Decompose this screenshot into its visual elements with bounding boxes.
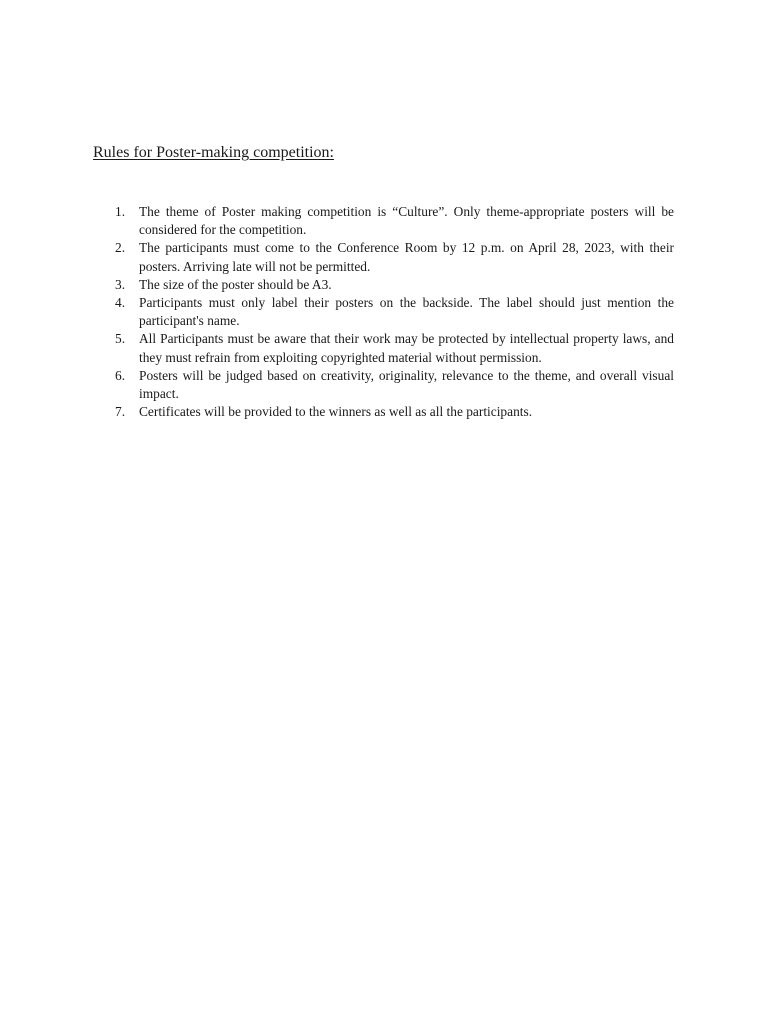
rules-list [93,203,674,421]
rule-item-3 [93,276,674,294]
rule-text: Participants must only label their posters on the backside. The label should just mention the participant's name. [139,295,674,329]
rule-number: 3. [115,276,126,292]
rule-number: 7. [115,404,126,420]
rule-item-6 [93,367,674,403]
rule-number: 5. [115,331,126,347]
rule-text: Certificates will be provided to the winners as well as all the participants. [139,404,533,420]
rule-number: 4. [115,295,126,311]
rule-item-5 [93,330,674,366]
rule-item-2 [93,239,674,275]
rule-text: The participants must come to the Conference Room by 12 p.m. on April 28, 2023, with their posters. Arriving late will not be permitted. [139,240,674,274]
rule-item-7 [93,403,674,421]
rule-number: 1. [115,204,126,219]
rule-item-4 [93,294,674,330]
rule-item-1 [93,203,674,239]
rule-text: Posters will be judged based on creativity, originality, relevance to the theme, and overall visual impact. [139,367,674,402]
rule-text: The theme of Poster making competition is “Culture”. Only theme-appropriate posters will be considered for the competition. [139,204,674,238]
rule-number: 2. [115,240,126,256]
rule-text: The size of the poster should be A3. [139,276,332,292]
rule-text: All Participants must be aware that their work may be protected by intellectual property laws, and they must refrain from exploiting copyrighted material without permission. [139,331,674,365]
document-title: Rules for Poster-making competition: [93,144,334,161]
rule-number: 6. [115,367,126,383]
